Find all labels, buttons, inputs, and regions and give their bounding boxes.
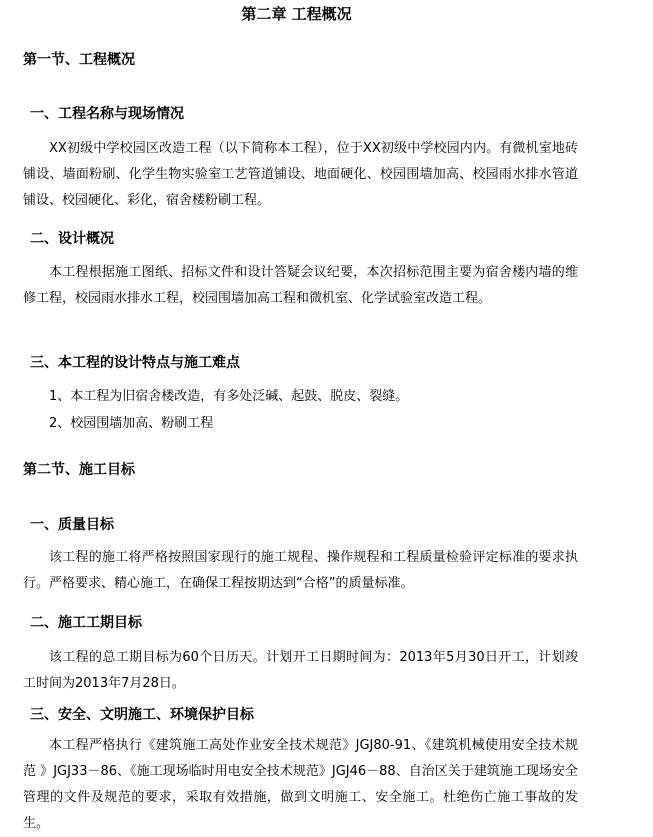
subheading-design-overview: 二、设计概况 — [30, 231, 114, 247]
paragraph-safety-goal: 本工程严格执行《建筑施工高处作业安全技术规范》JGJ80-91、《建筑机械使用安全技术规范 》JGJ33－86、《施工现场临时用电安全技术规范》JGJ46－88、自治区关于建筑施工现场安全管理的文件及规范的要求，采取有效措施，做到文明施工、安全施工。杜绝伤亡施工事故的发生。 — [23, 738, 578, 831]
list-item: 1、本工程为旧宿舍楼改造，有多处泛碱、起鼓、脱皮、裂缝。 — [49, 389, 409, 404]
subheading-safety-goal: 三、安全、文明施工、环境保护目标 — [30, 707, 254, 723]
list-item: 2、校园围墙加高、粉刷工程 — [49, 416, 214, 431]
subheading-schedule-goal: 二、施工工期目标 — [30, 615, 142, 631]
paragraph-schedule-goal: 该工程的总工期目标为60个日历天。计划开工日期时间为：2013年5月30日开工，计划竣工时间为2013年7月28日。 — [23, 650, 578, 691]
section-title-goals: 第二节、施工目标 — [23, 462, 135, 478]
paragraph-design-overview: 本工程根据施工图纸、招标文件和设计答疑会议纪要，本次招标范围主要为宿舍楼内墙的维修工程，校园雨水排水工程，校园围墙加高工程和微机室、化学试验室改造工程。 — [23, 265, 578, 306]
subheading-project-name: 一、工程名称与现场情况 — [30, 106, 184, 122]
chapter-title: 第二章 工程概况 — [241, 5, 352, 23]
subheading-quality-goal: 一、质量目标 — [30, 517, 114, 533]
paragraph-quality-goal: 该工程的施工将严格按照国家现行的施工规程、操作规程和工程质量检验评定标准的要求执行。严格要求、精心施工，在确保工程按期达到“合格”的质量标准。 — [23, 550, 578, 591]
section-title-overview: 第一节、工程概况 — [23, 52, 135, 68]
paragraph-project-name: XX初级中学校园区改造工程（以下简称本工程），位于XX初级中学校园内内。有微机室地砖铺设、墙面粉刷、化学生物实验室工艺管道铺设、地面硬化、校园围墙加高、校园雨水排水管道铺设、校园硬化、彩化，宿舍楼粉刷工程。 — [23, 141, 578, 208]
subheading-design-features: 三、本工程的设计特点与施工难点 — [30, 355, 240, 371]
